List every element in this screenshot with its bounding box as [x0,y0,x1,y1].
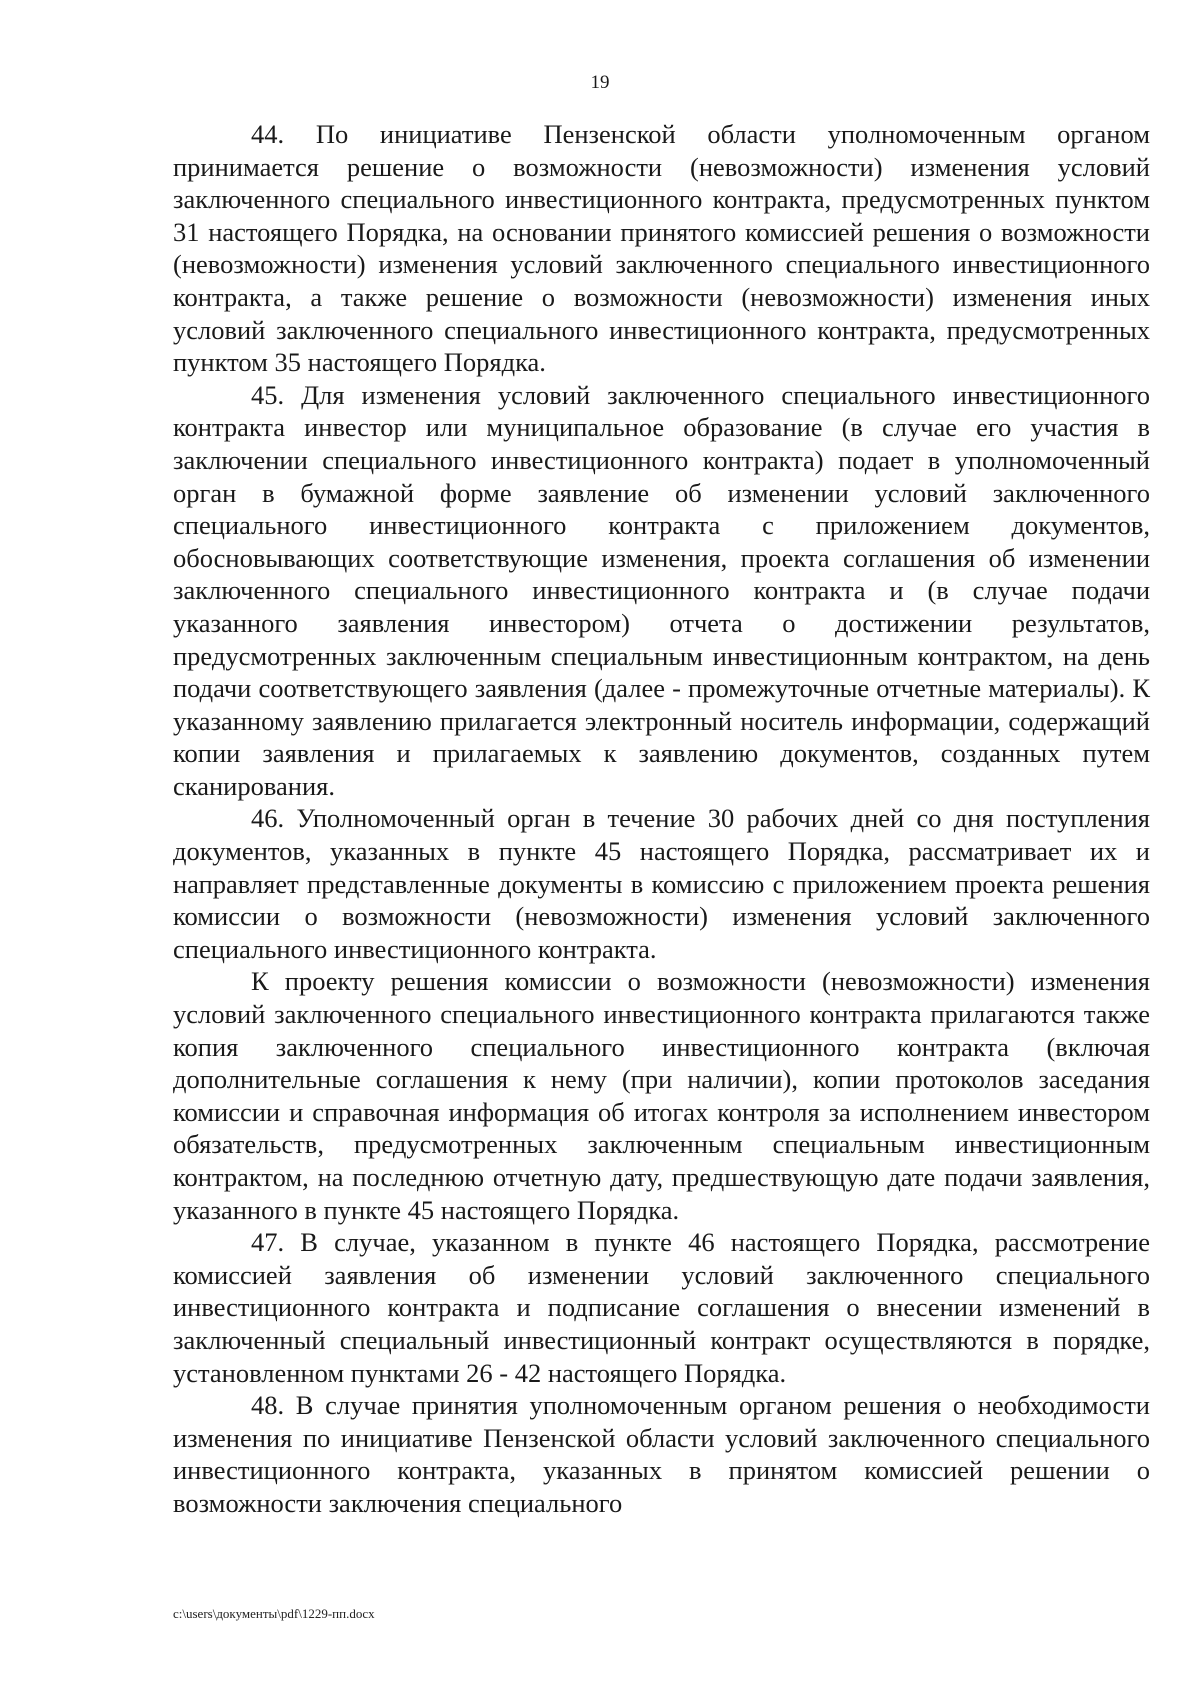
paragraph-48: 48. В случае принятия уполномоченным органом решения о необходимости изменения по инициативе Пензенской области условий заключенного специального инвестиционного контракта, указанных в принятом комиссией решении о возможности заключения специального [173,1390,1150,1518]
document-body [173,118,1150,1520]
paragraph-44: 44. По инициативе Пензенской области уполномоченным органом принимается решение о возможности (невозможности) изменения условий заключенного специального инвестиционного контракта, предусмотренных пунктом 31 настоящего Порядка, на основании принятого комиссией решения о возможности (невозможности) изменения условий заключенного специального инвестиционного контракта, а также решение о возможности (невозможности) изменения иных условий заключенного специального инвестиционного контракта, предусмотренных пунктом 35 настоящего Порядка. [173,119,1150,378]
paragraph-46: 46. Уполномоченный орган в течение 30 рабочих дней со дня поступления документов, указанных в пункте 45 настоящего Порядка, рассматривает их и направляет представленные документы в комиссию с приложением проекта решения комиссии о возможности (невозможности) изменения условий заключенного специального инвестиционного контракта. [173,803,1150,964]
footer-file-path: c:\users\документы\pdf\1229-пп.docx [173,1606,375,1621]
page-number: 19 [590,72,610,93]
paragraph-47: 47. В случае, указанном в пункте 46 настоящего Порядка, рассмотрение комиссией заявления об изменении условий заключенного специального инвестиционного контракта и подписание соглашения о внесении изменений в заключенный специальный инвестиционный контракт осуществляются в порядке, установленном пунктами 26 - 42 настоящего Порядка. [173,1227,1150,1388]
paragraph-45: 45. Для изменения условий заключенного специального инвестиционного контракта инвестор или муниципальное образование (в случае его участия в заключении специального инвестиционного контракта) подает в уполномоченный орган в бумажной форме заявление об изменении условий заключенного специального инвестиционного контракта с приложением документов, обосновывающих соответствующие изменения, проекта соглашения об изменении заключенного специального инвестиционного контракта и (в случае подачи указанного заявления инвестором) отчета о достижении результатов, предусмотренных заключенным специальным инвестиционным контрактом, на день подачи соответствующего заявления (далее - промежуточные отчетные материалы). К указанному заявлению прилагается электронный носитель информации, содержащий копии заявления и прилагаемых к заявлению документов, созданных путем сканирования. [173,379,1150,801]
paragraph-46-continuation: К проекту решения комиссии о возможности (невозможности) изменения условий заключенного специального инвестиционного контракта прилагаются также копия заключенного специального инвестиционного контракта (включая дополнительные соглашения к нему (при наличии), копии протоколов заседания комиссии и справочная информация об итогах контроля за исполнением инвестором обязательств, предусмотренных заключенным специальным инвестиционным контрактом, на последнюю отчетную дату, предшествующую дате подачи заявления, указанного в пункте 45 настоящего Порядка. [173,966,1150,1225]
